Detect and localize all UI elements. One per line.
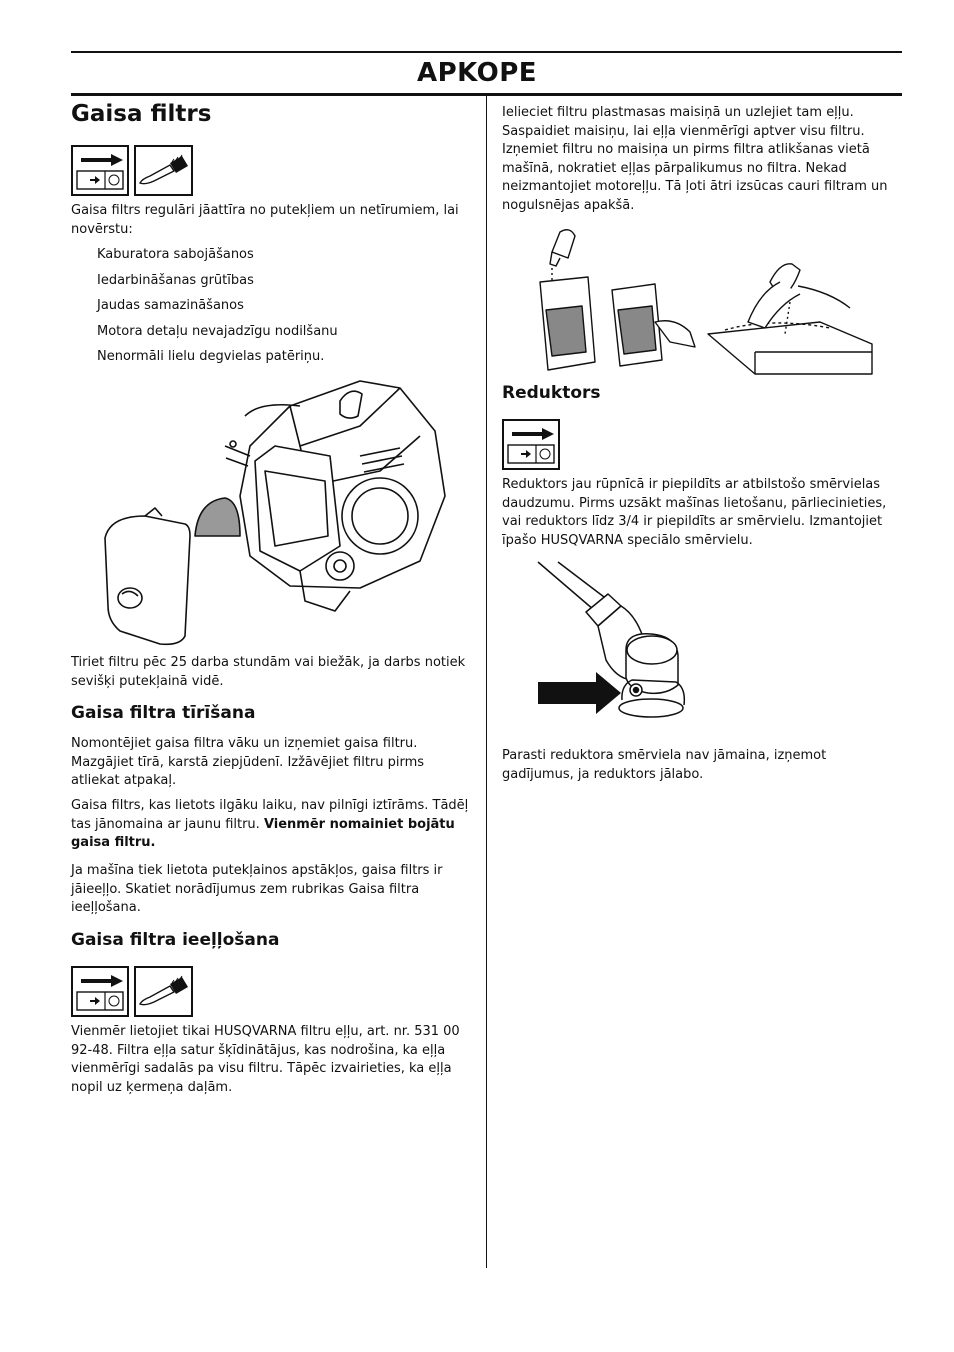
gearbox-p1: Reduktors jau rūpnīcā ir piepildīts ar atbilstošo smērvielas daudzumu. Pirms uzsākt mašīnas lietošanu, pārliecinieties, vai reduktors līdz 3/4 ir piepildīts ar smērvielu. Izmantojiet īpašo HUSQVARNA speciālo smērvielu. <box>502 477 887 548</box>
brush-icon <box>134 145 193 196</box>
filter-cleaning-heading: Gaisa filtra tīrīšana <box>71 703 256 723</box>
list-item: Jaudas samazināšanos <box>97 298 244 314</box>
list-item: Motora detaļu nevajadzīgu nodilšanu <box>97 323 338 339</box>
manual-arrow-icon <box>502 419 560 470</box>
air-filter-intro: Gaisa filtrs regulāri jāattīra no putekļiem un netīrumiem, lai novērstu: <box>71 203 459 237</box>
filter-cleaning-p2-text: Gaisa filtrs, kas lietots ilgāku laiku, nav pilnīgi iztīrāms. Tādēļ tas jānomaina ar jaunu filtru. <box>71 798 469 832</box>
manual-arrow-icon <box>71 966 129 1017</box>
air-filter-reasons-list <box>97 246 338 374</box>
filter-oiling-continued: Ielieciet filtru plastmasas maisiņā un uzlejiet tam eļļu. Saspaidiet maisiņu, lai eļļa vienmērīgi aptver visu filtru. Izņemiet filtru no maisiņa un pirms filtra atlikšanas vietā mašīnā, nokratiet eļļas pārpalikumus no filtra. Nekad neizmantojiet motoreļļu. Tā ļoti ātri izsūcas cauri filtram un nogulsnējas apakšā. <box>502 105 888 213</box>
filter-cleaning-p2 <box>71 797 471 853</box>
page-section-title: APKOPE <box>416 58 538 88</box>
manual-arrow-icon <box>71 145 129 196</box>
gearbox-grease-illustration <box>536 560 701 735</box>
filter-cleaning-warning: Vienmēr nomainiet bojātu gaisa filtru. <box>71 816 455 850</box>
air-filter-heading: Gaisa filtrs <box>71 101 212 127</box>
list-item: Nenormāli lielu degvielas patēriņu. <box>97 349 325 365</box>
filter-cleaning-p1: Nomontējiet gaisa filtra vāku un izņemiet gaisa filtru. Mazgājiet tīrā, karstā ziepjūdenī. Izžāvējiet filtru pirms atliekat atpakaļ. <box>71 736 425 788</box>
header-top-rule <box>71 51 902 53</box>
column-divider <box>486 96 487 1268</box>
filter-oiling-p1: Vienmēr lietojiet tikai HUSQVARNA filtru eļļu, art. nr. 531 00 92-48. Filtra eļļa satur šķīdinātājus, kas nodrošina, ka eļļa vienmērīgi sadalās pa visu filtru. Tāpēc izvairieties, ka eļļa nopil uz ķermeņa daļām. <box>71 1024 460 1095</box>
engine-air-filter-illustration <box>100 376 450 648</box>
cleaning-interval-text: Tiriet filtru pēc 25 darba stundām vai biežāk, ja darbs notiek sevišķi putekļainā vidē. <box>71 655 466 689</box>
filter-oiling-heading: Gaisa filtra ieeļļošana <box>71 930 280 950</box>
list-item: Iedarbināšanas grūtības <box>97 272 254 288</box>
filter-cleaning-p3: Ja mašīna tiek lietota putekļainos apstākļos, gaisa filtrs ir jāieeļļo. Skatiet norādījumus zem rubrikas Gaisa filtra ieeļļošana. <box>71 863 443 915</box>
gearbox-heading: Reduktors <box>502 383 601 403</box>
filter-oiling-illustration <box>530 222 875 377</box>
gearbox-p2: Parasti reduktora smērviela nav jāmaina, izņemot gadījumus, ja reduktors jālabo. <box>502 748 827 782</box>
brush-icon <box>134 966 193 1017</box>
list-item: Kaburatora sabojāšanos <box>97 247 254 262</box>
